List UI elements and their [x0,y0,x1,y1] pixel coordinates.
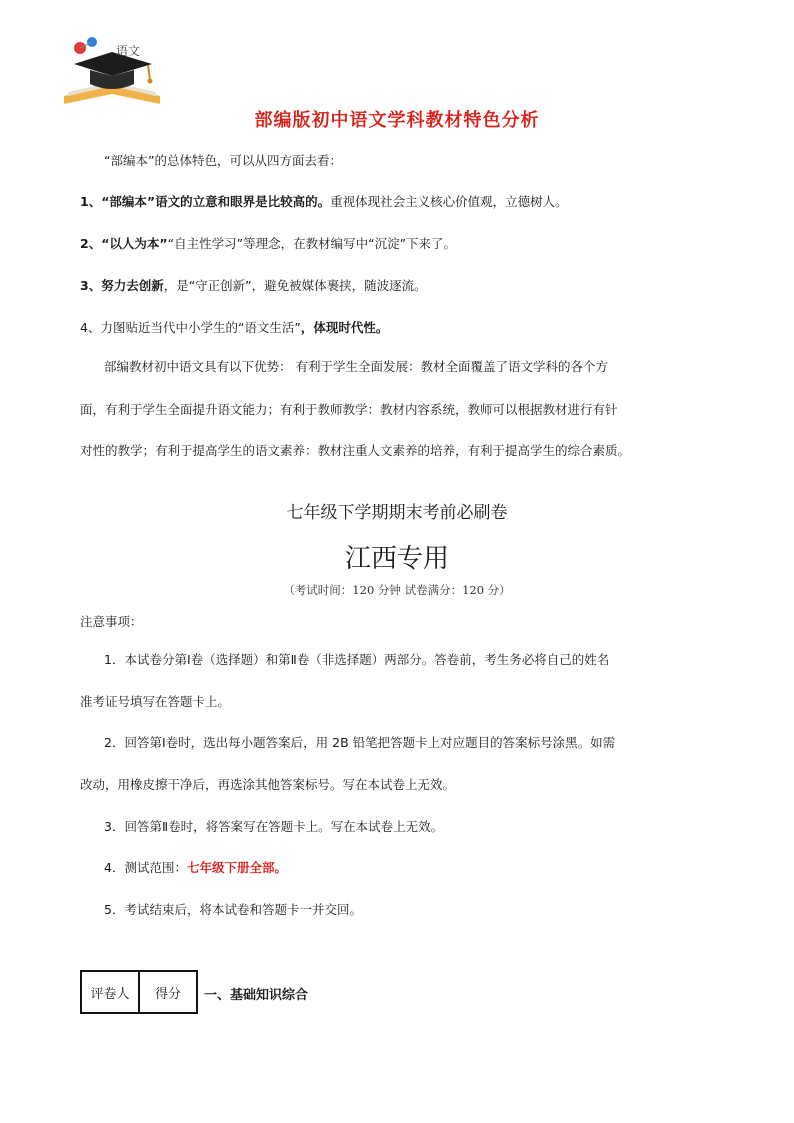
point-4 [80,318,388,336]
section-1-title: 一、基础知识综合 [204,988,309,1003]
advantages-line-2: 面，有利于学生全面提升语文能力；有利于教师教学：教材内容系统，教师可以根据教材进行有针 [80,402,618,417]
advantages-line-1: 部编教材初中语文具有以下优势： 有利于学生全面发展：教材全面覆盖了语文学科的各个方 [104,359,608,374]
point-2-rest: “自主性学习”等理念，在教材编写中“沉淀”下来了。 [167,236,457,251]
advantages-line-3: 对性的教学；有利于提高学生的语文素养：教材注重人文素养的培养，有利于提高学生的综合素质。 [80,443,631,458]
note-2: 2．回答第Ⅰ卷时，选出每小题答案后，用 2B 铅笔把答题卡上对应题目的答案标号涂黑。如需 [104,735,616,750]
point-4-bold: ，体现时代性。 [300,320,389,335]
point-2-bold: 2、“以人为本” [80,236,168,251]
point-2 [80,234,456,252]
page-title: 部编版初中语文学科教材特色分析 [254,110,540,131]
exam-title: 七年级下学期期末考前必刷卷 [286,503,508,523]
exam-subtitle: 江西专用 [344,544,449,574]
note-1: 1．本试卷分第Ⅰ卷（选择题）和第Ⅱ卷（非选择题）两部分。答卷前，考生务必将自己的姓名 [104,652,610,667]
intro-text: “部编本”的总体特色，可以从四方面去看： [104,153,342,168]
exam-time: （考试时间：120 分钟 试卷满分：120 分） [283,583,511,597]
point-1-rest: 重视体现社会主义核心价值观，立德树人。 [330,194,568,209]
score-cell: 得分 [139,971,197,1013]
note-4 [104,858,287,876]
grader-cell: 评卷人 [81,971,139,1013]
point-4-plain: 4、力图贴近当代中小学生的“语文生活” [80,320,301,335]
note-1-cont: 准考证号填写在答题卡上。 [80,694,231,709]
point-1-bold: 1、“部编本”语文的立意和眼界是比较高的。 [80,194,331,209]
note-4-prefix: 4．测试范围： [104,860,187,875]
point-3-rest: ，是“守正创新”，避免被媒体裹挟，随波逐流。 [163,278,427,293]
logo [60,34,164,110]
note-3: 3．回答第Ⅱ卷时，将答案写在答题卡上。写在本试卷上无效。 [104,819,444,834]
logo-label: 语文 [116,44,141,58]
note-5: 5．考试结束后，将本试卷和答题卡一并交回。 [104,902,362,917]
point-3 [80,276,427,294]
note-4-scope: 七年级下册全部。 [186,860,287,875]
score-table [80,970,198,1014]
graduation-cap-icon [60,34,164,110]
score-table-edge [197,971,198,1013]
notes-heading: 注意事项： [80,614,143,629]
point-3-bold: 3、努力去创新 [80,278,164,293]
point-1 [80,192,568,210]
note-2-cont: 改动，用橡皮擦干净后，再选涂其他答案标号。写在本试卷上无效。 [80,777,456,792]
